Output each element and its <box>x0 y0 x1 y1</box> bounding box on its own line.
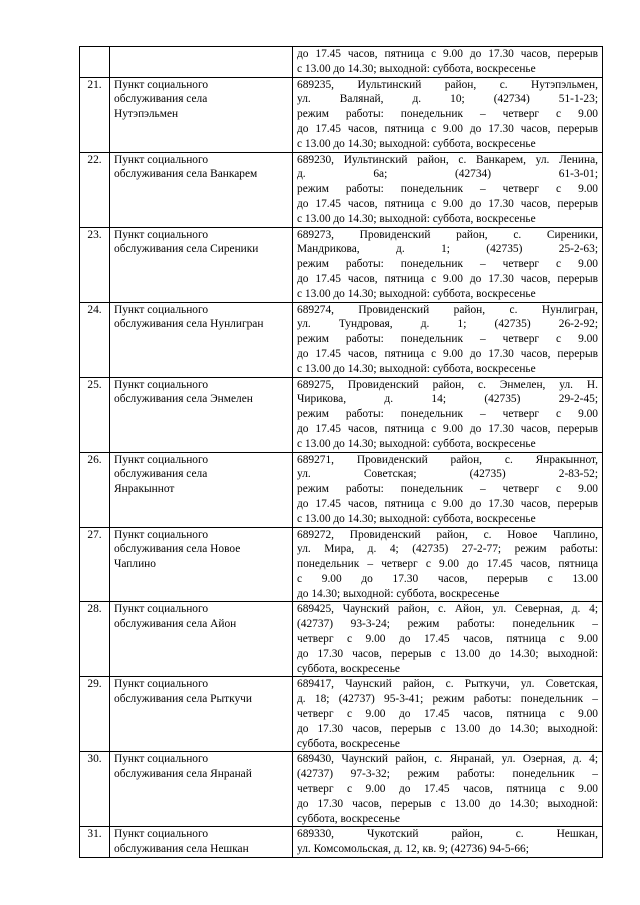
facility-name-line: Пункт социального <box>114 153 209 166</box>
facility-name-line: обслуживания села Рыткучи <box>114 693 252 706</box>
facility-name-line: обслуживания села Энмелен <box>114 393 253 406</box>
facility-name-line: обслуживания села <box>114 468 208 481</box>
facility-name-line: обслуживания села Нунлигран <box>114 318 264 331</box>
facility-name-line: Пункт социального <box>114 78 209 91</box>
facility-name-line: Нутэпэльмен <box>114 108 179 121</box>
address-schedule-line: 689330, Чукотский район, с. Нешкан, <box>297 828 598 841</box>
facility-name-line: обслуживания села <box>114 93 208 106</box>
address-schedule-line: режим работы: понедельник – четверг с 9.00 <box>297 483 598 496</box>
address-schedule-line: режим работы: понедельник – четверг с 9.00 <box>297 108 598 121</box>
address-schedule-line: до 17.30 часов, перерыв с 13.00 до 14.30; выходной: <box>297 647 598 660</box>
address-schedule-cell <box>293 827 603 858</box>
facility-name-line: Пункт социального <box>114 678 209 691</box>
table-row <box>80 752 603 827</box>
row-number: 22. <box>80 152 110 227</box>
table-body <box>80 47 603 858</box>
address-schedule-line: 689272, Провиденский район, с. Новое Чаплино, <box>297 528 598 541</box>
address-schedule-line: ул. Мира, д. 4; (42735) 27-2-77; режим работы: <box>297 543 598 556</box>
address-schedule-line: четверг с 9.00 до 17.45 часов, пятница с 9.00 <box>297 708 598 721</box>
services-table <box>79 46 603 858</box>
address-schedule-line: д. 6а; (42734) 61-3-01; <box>297 168 598 181</box>
address-schedule-cell <box>293 677 603 752</box>
address-schedule-cell <box>293 77 603 152</box>
address-schedule-line: режим работы: понедельник – четверг с 9.00 <box>297 333 598 346</box>
facility-name-line: Пункт социального <box>114 528 209 541</box>
address-schedule-line: 689274, Провиденский район, с. Нунлигран, <box>297 303 598 316</box>
facility-name-line: обслуживания села Новое <box>114 543 241 556</box>
address-schedule-line: с 13.00 до 14.30; выходной: суббота, воскресенье <box>297 437 536 450</box>
facility-name-cell <box>110 527 293 602</box>
address-schedule-line: 689230, Иультинский район, с. Ванкарем, ул. Ленина, <box>297 153 598 166</box>
facility-name-cell <box>110 602 293 677</box>
address-schedule-line: четверг с 9.00 до 17.45 часов, пятница с 9.00 <box>297 633 598 646</box>
facility-name-line: Пункт социального <box>114 228 209 241</box>
row-number: 31. <box>80 827 110 858</box>
address-schedule-line: до 17.45 часов, пятница с 9.00 до 17.30 часов, перерыв <box>297 48 598 60</box>
row-number: 23. <box>80 227 110 302</box>
address-schedule-cell <box>293 377 603 452</box>
address-schedule-cell <box>293 752 603 827</box>
row-number: 29. <box>80 677 110 752</box>
address-schedule-line: до 17.45 часов, пятница с 9.00 до 17.30 часов, перерыв <box>297 272 598 285</box>
address-schedule-line: до 17.30 часов, перерыв с 13.00 до 14.30; выходной: <box>297 722 598 735</box>
address-schedule-line: режим работы: понедельник – четверг с 9.00 <box>297 408 598 421</box>
address-schedule-line: до 17.45 часов, пятница с 9.00 до 17.30 часов, перерыв <box>297 197 598 210</box>
facility-name-cell <box>110 827 293 858</box>
address-schedule-line: Чирикова, д. 14; (42735) 29-2-45; <box>297 393 598 406</box>
row-number <box>80 47 110 78</box>
address-schedule-line: до 17.30 часов, перерыв с 13.00 до 14.30; выходной: <box>297 797 598 810</box>
row-number: 21. <box>80 77 110 152</box>
address-schedule-line: 689235, Иультинский район, с. Нутэпэльмен, <box>297 78 598 91</box>
row-number: 25. <box>80 377 110 452</box>
address-schedule-line: суббота, воскресенье <box>297 662 400 675</box>
facility-name-cell <box>110 377 293 452</box>
table-row <box>80 77 603 152</box>
facility-name-line: Пункт социального <box>114 753 209 766</box>
address-schedule-line: с 13.00 до 14.30; выходной: суббота, воскресенье <box>297 212 536 225</box>
address-schedule-cell <box>293 227 603 302</box>
facility-name-cell <box>110 452 293 527</box>
table-row <box>80 677 603 752</box>
row-number: 24. <box>80 302 110 377</box>
facility-name-cell <box>110 152 293 227</box>
address-schedule-line: 689425, Чаунский район, с. Айон, ул. Северная, д. 4; <box>297 603 598 616</box>
address-schedule-cell <box>293 527 603 602</box>
address-schedule-cell <box>293 152 603 227</box>
facility-name-cell <box>110 77 293 152</box>
address-schedule-line: четверг с 9.00 до 17.45 часов, пятница с 9.00 <box>297 783 598 796</box>
address-schedule-line: ул. Советская; (42735) 2-83-52; <box>297 468 598 481</box>
address-schedule-line: с 9.00 до 17.30 часов, перерыв с 13.00 <box>297 572 598 585</box>
address-schedule-line: с 13.00 до 14.30; выходной: суббота, воскресенье <box>297 137 536 150</box>
facility-name-line: обслуживания села Айон <box>114 618 237 631</box>
address-schedule-cell <box>293 47 603 78</box>
table-row <box>80 527 603 602</box>
facility-name-line: обслуживания села Ванкарем <box>114 168 258 181</box>
address-schedule-line: до 17.45 часов, пятница с 9.00 до 17.30 часов, перерыв <box>297 347 598 360</box>
address-schedule-line: до 14.30; выходной: суббота, воскресенье <box>297 587 500 600</box>
table-row <box>80 47 603 78</box>
table-row <box>80 377 603 452</box>
address-schedule-line: 689273, Провиденский район, с. Сиреники, <box>297 228 598 241</box>
address-schedule-line: ул. Валянай, д. 10; (42734) 51-1-23; <box>297 93 598 106</box>
address-schedule-line: (42737) 93-3-24; режим работы: понедельник – <box>297 618 598 631</box>
facility-name-line: Пункт социального <box>114 303 209 316</box>
address-schedule-line: ул. Комсомольская, д. 12, кв. 9; (42736) 94-5-66; <box>297 843 529 856</box>
table-row <box>80 602 603 677</box>
row-number: 26. <box>80 452 110 527</box>
facility-name-line: Пункт социального <box>114 603 209 616</box>
address-schedule-line: с 13.00 до 14.30; выходной: суббота, воскресенье <box>297 287 536 300</box>
address-schedule-line: до 17.45 часов, пятница с 9.00 до 17.30 часов, перерыв <box>297 422 598 435</box>
address-schedule-line: с 13.00 до 14.30; выходной: суббота, воскресенье <box>297 362 536 375</box>
facility-name-cell <box>110 302 293 377</box>
facility-name-line: обслуживания села Янранай <box>114 768 252 781</box>
facility-name-cell <box>110 752 293 827</box>
table-row <box>80 302 603 377</box>
address-schedule-line: суббота, воскресенье <box>297 737 400 750</box>
facility-name-line: Пункт социального <box>114 378 209 391</box>
address-schedule-line: с 13.00 до 14.30; выходной: суббота, воскресенье <box>297 62 536 75</box>
address-schedule-line: ул. Тундровая, д. 1; (42735) 26-2-92; <box>297 318 598 331</box>
address-schedule-cell <box>293 302 603 377</box>
address-schedule-line: понедельник – четверг с 9.00 до 17.45 часов, пятница <box>297 558 598 571</box>
address-schedule-line: Мандрикова, д. 1; (42735) 25-2-63; <box>297 243 598 256</box>
address-schedule-line: 689275, Провиденский район, с. Энмелен, ул. Н. <box>297 378 598 391</box>
address-schedule-line: 689271, Провиденский район, с. Янракыннот, <box>297 453 598 466</box>
address-schedule-line: режим работы: понедельник – четверг с 9.00 <box>297 258 598 271</box>
address-schedule-line: суббота, воскресенье <box>297 812 400 825</box>
address-schedule-line: с 13.00 до 14.30; выходной: суббота, воскресенье <box>297 512 536 525</box>
address-schedule-cell <box>293 452 603 527</box>
address-schedule-line: д. 18; (42737) 95-3-41; режим работы: понедельник – <box>297 693 598 706</box>
facility-name-cell <box>110 47 293 78</box>
row-number: 27. <box>80 527 110 602</box>
table-row <box>80 827 603 858</box>
facility-name-line: обслуживания села Нешкан <box>114 843 249 856</box>
facility-name-line: Янракыннот <box>114 483 175 496</box>
address-schedule-line: 689417, Чаунский район, с. Рыткучи, ул. Советская, <box>297 678 598 691</box>
address-schedule-line: 689430, Чаунский район, с. Янранай, ул. Озерная, д. 4; <box>297 753 598 766</box>
facility-name-line: обслуживания села Сиреники <box>114 243 259 256</box>
address-schedule-line: до 17.45 часов, пятница с 9.00 до 17.30 часов, перерыв <box>297 122 598 135</box>
facility-name-cell <box>110 677 293 752</box>
address-schedule-line: режим работы: понедельник – четверг с 9.00 <box>297 183 598 196</box>
facility-name-cell <box>110 227 293 302</box>
table-row <box>80 152 603 227</box>
facility-name-line: Пункт социального <box>114 828 209 841</box>
row-number: 28. <box>80 602 110 677</box>
address-schedule-line: (42737) 97-3-32; режим работы: понедельник – <box>297 768 598 781</box>
row-number: 30. <box>80 752 110 827</box>
address-schedule-line: до 17.45 часов, пятница с 9.00 до 17.30 часов, перерыв <box>297 497 598 510</box>
address-schedule-cell <box>293 602 603 677</box>
facility-name-line: Чаплино <box>114 558 156 571</box>
table-row <box>80 227 603 302</box>
table-row <box>80 452 603 527</box>
facility-name-line: Пункт социального <box>114 453 209 466</box>
